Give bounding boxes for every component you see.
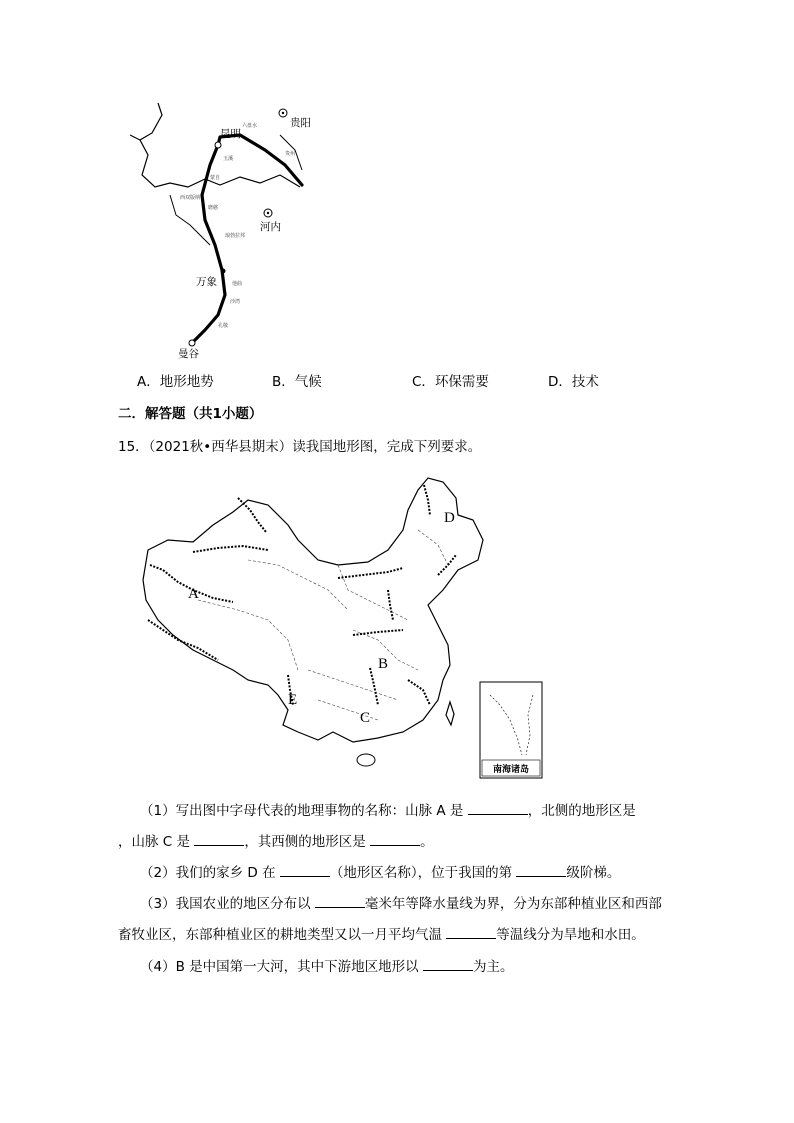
svg-text:玉溪: 玉溪 bbox=[223, 156, 234, 162]
answer-blank[interactable] bbox=[446, 924, 496, 939]
answer-blank[interactable] bbox=[280, 862, 330, 877]
answer-blank[interactable] bbox=[516, 862, 566, 877]
kunming-label: 昆明 bbox=[220, 128, 241, 140]
railway-route-map bbox=[130, 95, 310, 365]
answer-blank[interactable] bbox=[315, 893, 365, 908]
mangu-label: 曼谷 bbox=[178, 348, 199, 360]
sub-question-3-line-1: （3）我国农业的地区分布以 毫米年等降水量线为界，分为东部种植业区和西部 bbox=[140, 893, 662, 914]
label-a: A bbox=[188, 586, 199, 602]
answer-blank[interactable] bbox=[370, 831, 420, 846]
svg-text:西双版纳: 西双版纳 bbox=[180, 195, 201, 201]
question-15-stem: 15．（2021秋•西华县期末）读我国地形图，完成下列要求。 bbox=[118, 439, 482, 455]
sub-question-2: （2）我们的家乡 D 在 （地形区名称），位于我国的第 级阶梯。 bbox=[140, 862, 620, 883]
hanoi-label: 河内 bbox=[260, 221, 281, 233]
answer-blank[interactable] bbox=[194, 831, 244, 846]
answer-blank[interactable] bbox=[468, 800, 528, 815]
label-b: B bbox=[378, 656, 389, 672]
option-d: D．技术 bbox=[548, 374, 599, 390]
label-c: C bbox=[360, 710, 371, 726]
answer-blank[interactable] bbox=[423, 956, 473, 971]
option-b: B．气候 bbox=[272, 374, 322, 390]
label-e: E bbox=[288, 692, 298, 708]
svg-text:沙湾: 沙湾 bbox=[230, 299, 241, 305]
option-c: C．环保需要 bbox=[412, 374, 489, 390]
china-terrain-map bbox=[138, 470, 530, 782]
svg-text:磨憨: 磨憨 bbox=[208, 205, 219, 211]
option-a: A．地形地势 bbox=[137, 374, 214, 390]
sub-question-1-line-2: ，山脉 C 是 ，其西侧的地形区是 。 bbox=[118, 831, 434, 852]
sub-question-1-line-1: （1）写出图中字母代表的地理事物的名称：山脉 A 是 ，北侧的地形区是 bbox=[140, 800, 636, 821]
svg-text:孔敬: 孔敬 bbox=[218, 323, 229, 329]
inset-label: 南海诸岛 bbox=[492, 765, 530, 775]
svg-text:贵州: 贵州 bbox=[285, 151, 296, 157]
guiyang-label: 贵阳 bbox=[290, 117, 311, 129]
svg-text:六盘水: 六盘水 bbox=[242, 123, 258, 129]
svg-text:蒙自: 蒙自 bbox=[210, 175, 221, 181]
svg-text:他曲: 他曲 bbox=[232, 281, 243, 287]
section-title: 二．解答题（共1小题） bbox=[118, 406, 263, 422]
vientiane-label: 万象 bbox=[196, 276, 217, 288]
sub-question-3-line-2: 畜牧业区，东部种植业区的耕地类型又以一月平均气温 等温线分为旱地和水田。 bbox=[118, 924, 645, 945]
label-d: D bbox=[444, 510, 455, 526]
svg-text:琅勃拉邦: 琅勃拉邦 bbox=[225, 233, 246, 239]
sub-question-4: （4）B 是中国第一大河，其中下游地区地形以 为主。 bbox=[140, 956, 513, 977]
